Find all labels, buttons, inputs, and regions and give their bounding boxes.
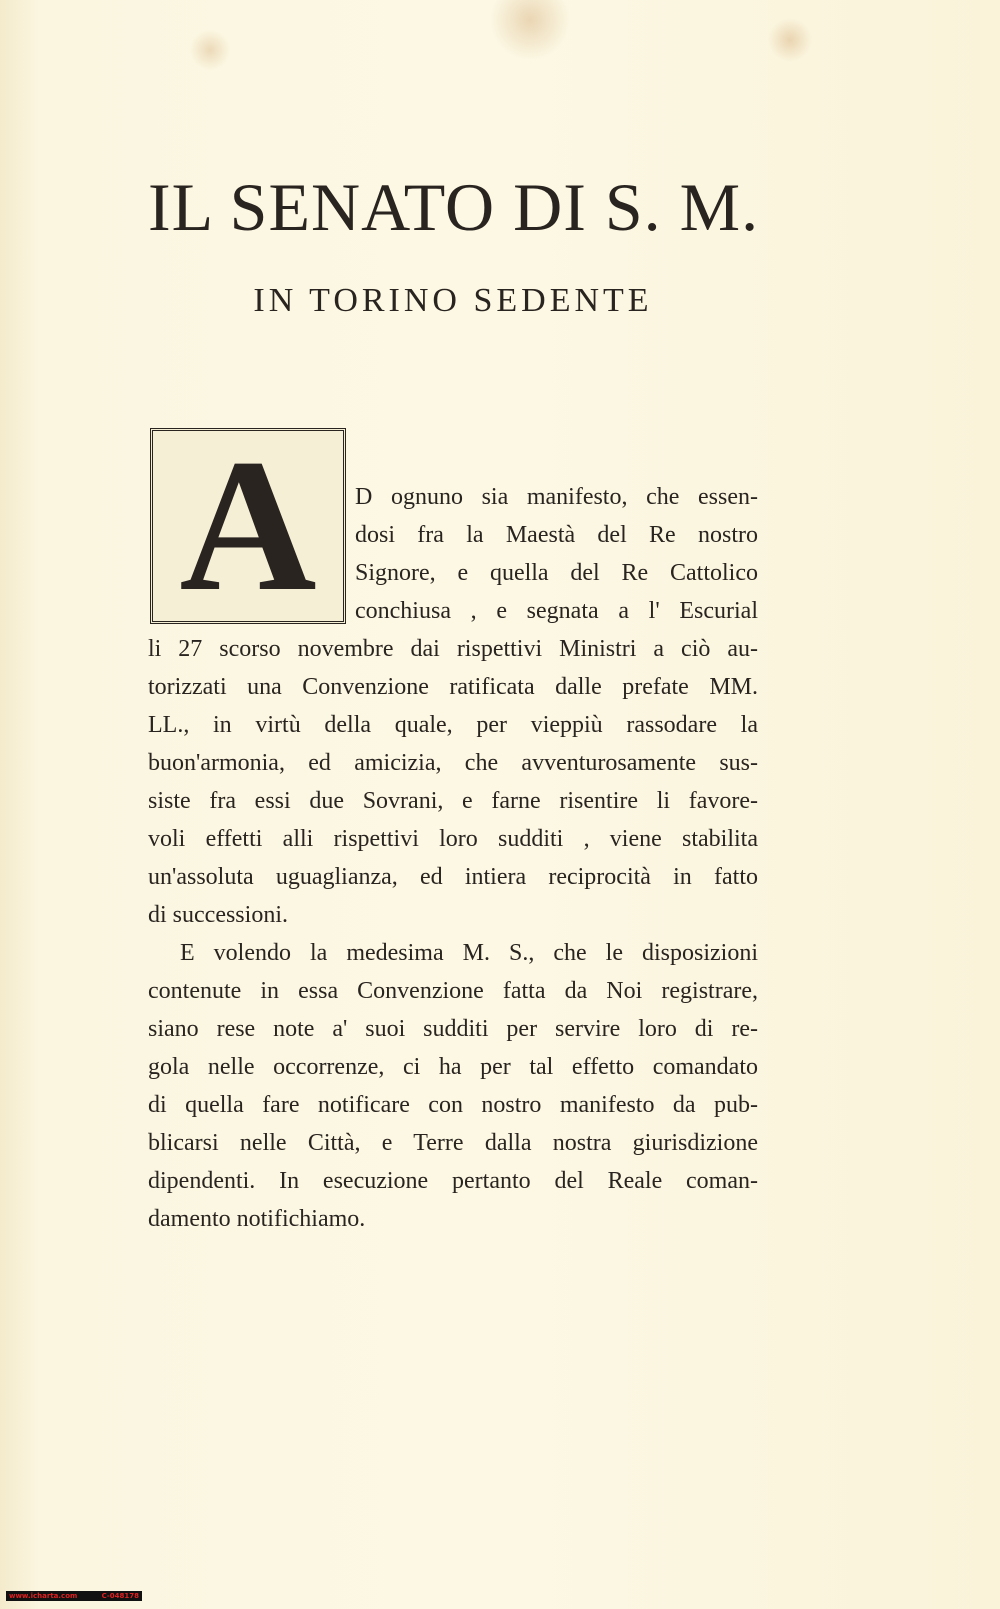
text-line: contenute in essa Convenzione fatta da Noi registrare, xyxy=(148,978,758,1004)
text-line: blicarsi nelle Città, e Terre dalla nostra giurisdizione xyxy=(148,1130,758,1156)
text-line: dipendenti. In esecuzione pertanto del Reale coman- xyxy=(148,1168,758,1194)
text-line: Signore, e quella del Re Cattolico xyxy=(355,560,758,586)
decorated-initial xyxy=(150,421,346,631)
watermark-code: C-048178 xyxy=(101,1592,139,1600)
text-line: damento notifichiamo. xyxy=(148,1206,366,1232)
watermark-site: www.icharta.com xyxy=(9,1592,78,1600)
text-line: E volendo la medesima M. S., che le disposizioni xyxy=(180,940,758,966)
text-line: gola nelle occorrenze, ci ha per tal effetto comandato xyxy=(148,1054,758,1080)
initial-letter: A xyxy=(179,421,317,631)
text-line: D ognuno sia manifesto, che essen- xyxy=(355,484,758,510)
text-line: siano rese note a' suoi sudditi per servire loro di re- xyxy=(148,1016,758,1042)
text-line: li 27 scorso novembre dai rispettivi Ministri a ciò au- xyxy=(148,636,758,662)
document-subtitle: IN TORINO SEDENTE xyxy=(253,282,653,319)
text-line: dosi fra la Maestà del Re nostro xyxy=(355,522,758,548)
text-line: un'assoluta uguaglianza, ed intiera reciprocità in fatto xyxy=(148,864,758,890)
text-line: di quella fare notificare con nostro manifesto da pub- xyxy=(148,1092,758,1118)
document-title: IL SENATO DI S. M. xyxy=(148,169,760,245)
text-line: di successioni. xyxy=(148,902,288,928)
watermark xyxy=(6,1591,142,1601)
text-line: buon'armonia, ed amicizia, che avventurosamente sus- xyxy=(148,750,758,776)
text-line: LL., in virtù della quale, per vieppiù rassodare la xyxy=(148,712,758,738)
text-line: torizzati una Convenzione ratificata dalle prefate MM. xyxy=(148,674,758,700)
text-line: voli effetti alli rispettivi loro sudditi , viene stabilita xyxy=(148,826,758,852)
text-line: conchiusa , e segnata a l' Escurial xyxy=(355,598,758,624)
text-line: siste fra essi due Sovrani, e farne risentire li favore- xyxy=(148,788,758,814)
